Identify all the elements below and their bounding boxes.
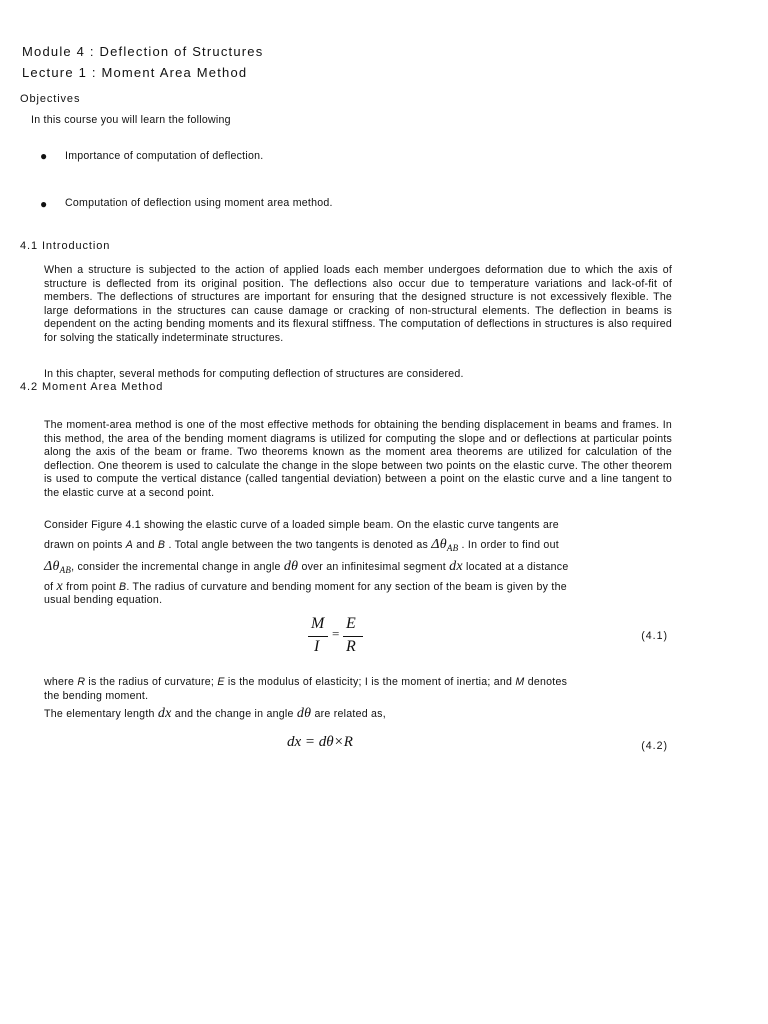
intro-paragraph-2: In this chapter, several methods for computing deflection of structures are considered. [44,368,464,380]
consider-line-1: Consider Figure 4.1 showing the elastic curve of a loaded simple beam. On the elastic curve tangents are [44,519,559,531]
equation-4-2: dx = dθ×R [287,734,353,750]
intro-paragraph: When a structure is subjected to the action of applied loads each member undergoes deformation due to which the axis of structure is deflected from its original position. The deflections also occur due to temperature variations and lack-of-fit of members. The deflections of structures are important for ensuring that the designed structure is not excessively flexible. The large deformations in the structures can cause damage or cracking of non-structural elements. The deflection in beams is dependent on the acting bending moments and its flexural stiffness. The computation of deflections in structures is also required for solving the statically indeterminate structures. [44,264,672,344]
objectives-intro: In this course you will learn the following [31,114,231,126]
consider-line-4: of x from point B. The radius of curvature and bending moment for any section of the beam is given by the [44,579,567,594]
x-symbol: x [56,579,64,594]
objective-item: Computation of deflection using moment area method. [65,197,333,209]
delta-theta-ab-symbol: $\Delta\theta_{AB}$ [44,559,72,575]
module-title: Module 4 : Deflection of Structures [22,44,264,59]
consider-line-5: usual bending equation. [44,594,163,606]
bullet-icon: ● [40,149,48,163]
equation-number-4-2: (4.2) [641,740,668,752]
dx-symbol: dx [157,706,172,721]
dtheta-symbol: dθ [296,706,312,721]
consider-line-3: $\Delta\theta_{AB}$, consider the incremental change in angle dθ over an infinitesimal segment dx located at a distance [44,559,569,575]
where-line-1: where R is the radius of curvature; E is the modulus of elasticity; I is the moment of inertia; and M denotes [44,676,568,688]
lecture-title: Lecture 1 : Moment Area Method [22,65,248,80]
bullet-icon: ● [40,197,48,211]
equation-4-1: M E = I R [308,615,368,659]
where-line-2: the bending moment. [44,690,149,702]
elementary-length-line: The elementary length dx and the change in angle dθ are related as, [44,706,386,721]
objective-item: Importance of computation of deflection. [65,150,264,162]
equation-number-4-1: (4.1) [641,630,668,642]
section-heading-4-2: 4.2 Moment Area Method [20,381,164,393]
delta-theta-ab-symbol: $\Delta\theta_{AB}$ [431,537,459,553]
dx-symbol: dx [449,559,463,574]
dtheta-symbol: dθ [283,559,299,574]
objectives-heading: Objectives [20,93,81,105]
moment-area-paragraph: The moment-area method is one of the most effective methods for obtaining the bending displacement in beams and frames. In this method, the area of the bending moment diagrams is utilized for computing the slope and or deflections at particular points along the axis of the beam or frame. Two theorems known as the moment area theorems are utilized for calculation of the deflection. One theorem is used to calculate the change in the slope between two points on the elastic curve. The other theorem is used to compute the vertical distance (called tangential deviation) between a point on the elastic curve and a line tangent to the elastic curve at a second point. [44,419,672,499]
consider-line-2: drawn on points A and B . Total angle between the two tangents is denoted as $\Delta\theta_{AB}$ . In order to find out [44,537,559,553]
section-heading-4-1: 4.1 Introduction [20,240,111,252]
